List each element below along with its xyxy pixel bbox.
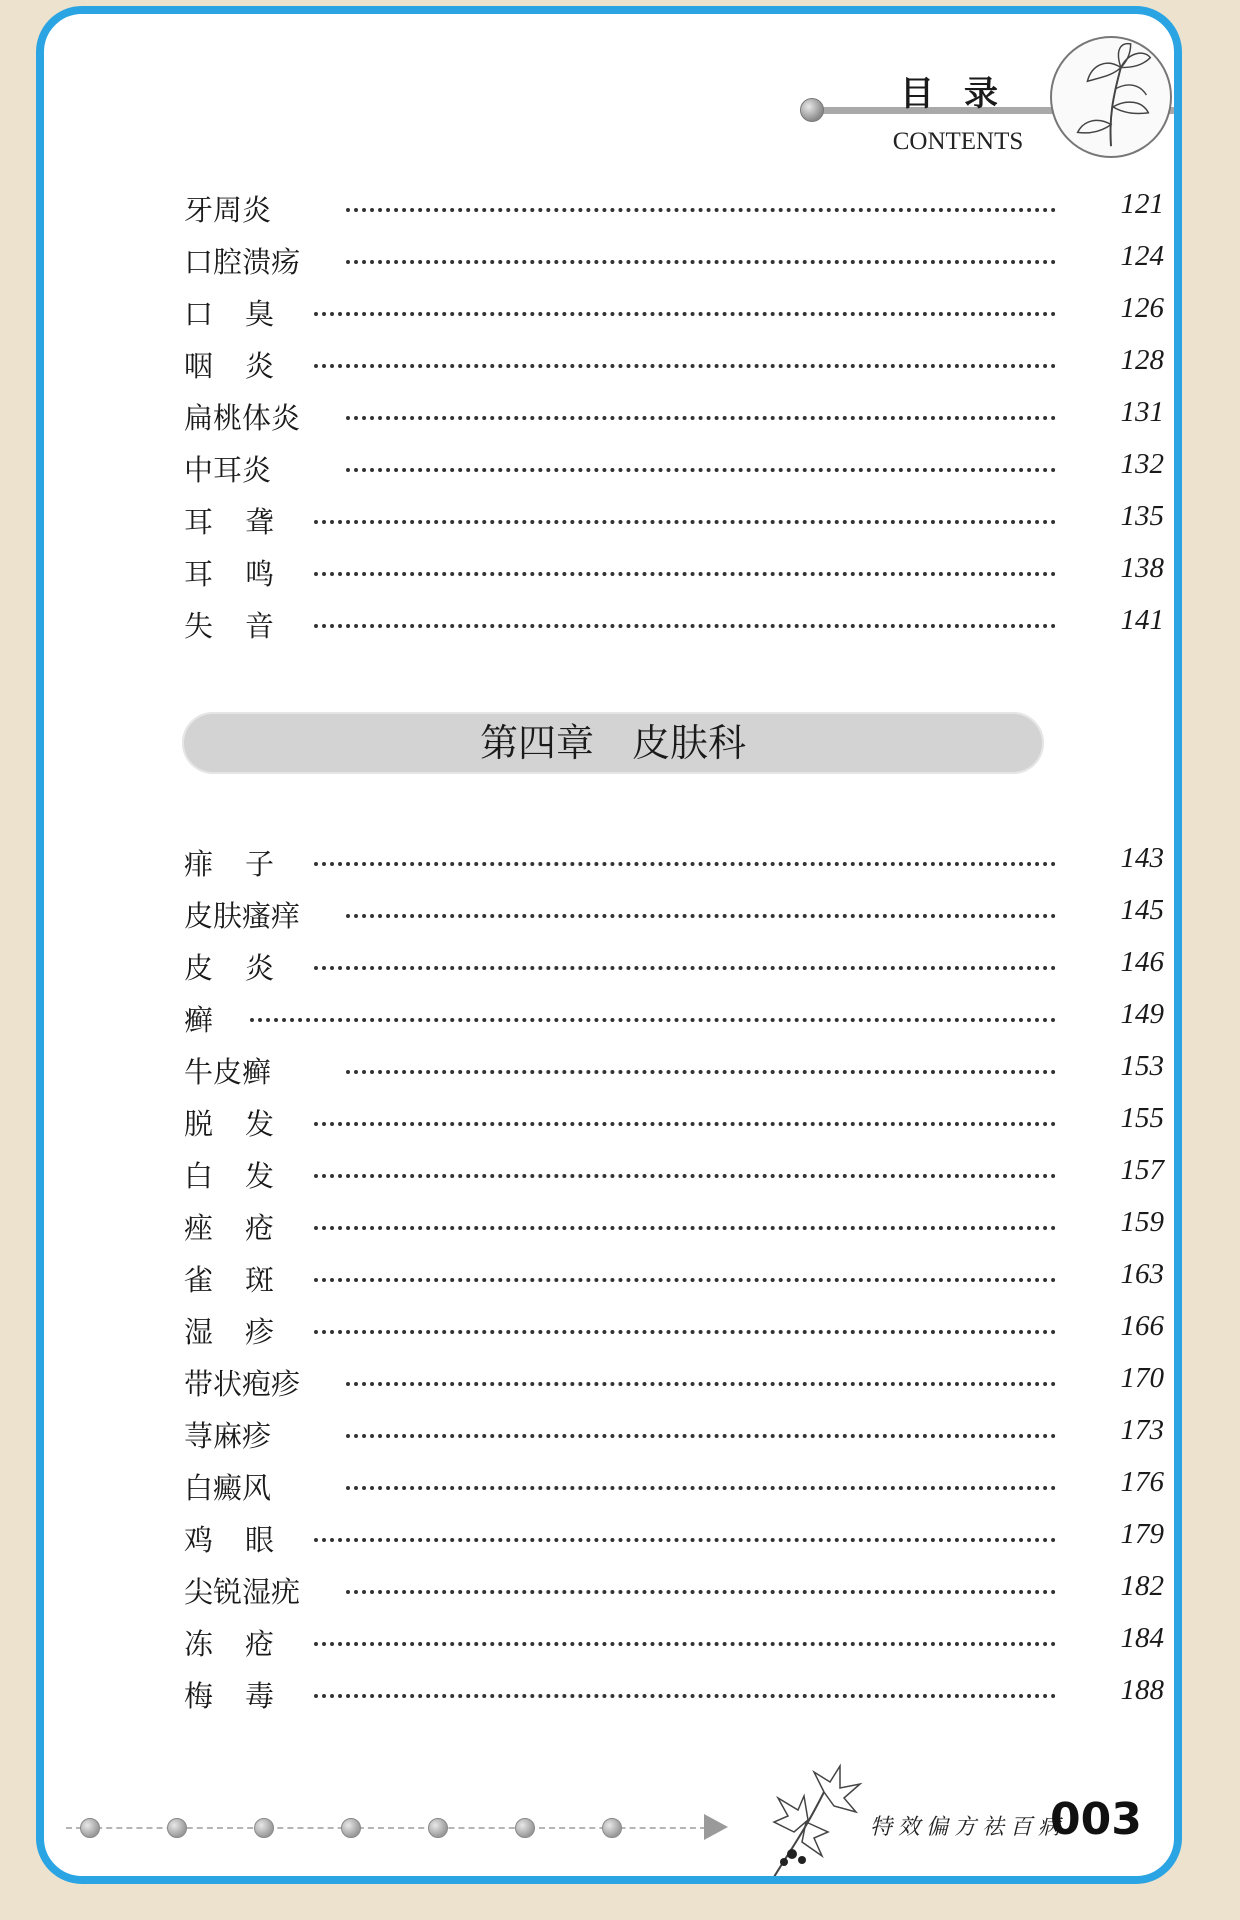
- list-item[interactable]: [184, 1618, 1164, 1670]
- list-item[interactable]: [184, 1150, 1164, 1202]
- toc-page: 145: [1120, 894, 1164, 926]
- toc-page: 141: [1120, 604, 1164, 636]
- dot-leader: [250, 1018, 1056, 1022]
- toc-page: 149: [1120, 998, 1164, 1030]
- toc-page: 188: [1120, 1674, 1164, 1706]
- toc-page: 157: [1120, 1154, 1164, 1186]
- list-item[interactable]: [184, 600, 1164, 652]
- toc-label: 白癜风: [184, 1466, 279, 1507]
- dot-leader: [314, 1278, 1056, 1282]
- toc-label: 皮肤瘙痒: [184, 894, 308, 935]
- dot-leader: [346, 914, 1056, 918]
- toc-top-list: [184, 184, 1164, 652]
- toc-page: 163: [1120, 1258, 1164, 1290]
- list-item[interactable]: [184, 1098, 1164, 1150]
- toc-page: 153: [1120, 1050, 1164, 1082]
- list-item[interactable]: [184, 184, 1164, 236]
- list-item[interactable]: [184, 1202, 1164, 1254]
- dot-leader: [314, 312, 1056, 316]
- series-title: 特效偏方祛百病: [870, 1815, 1067, 1840]
- dot-leader: [314, 572, 1056, 576]
- footer-bullet: [80, 1818, 100, 1838]
- dot-leader: [314, 966, 1056, 970]
- page-frame: [36, 6, 1182, 1884]
- list-item[interactable]: [184, 340, 1164, 392]
- dot-leader: [346, 1070, 1056, 1074]
- dot-leader: [314, 1122, 1056, 1126]
- dot-leader: [346, 260, 1056, 264]
- toc-bottom-list: [184, 838, 1164, 1722]
- toc-page: 179: [1120, 1518, 1164, 1550]
- footer-bullet: [602, 1818, 622, 1838]
- dot-leader: [314, 624, 1056, 628]
- dot-leader: [314, 1226, 1056, 1230]
- page-title: 目录: [900, 74, 1028, 114]
- dot-leader: [346, 208, 1056, 212]
- toc-label: 湿疹: [184, 1310, 314, 1351]
- dot-leader: [346, 1382, 1056, 1386]
- list-item[interactable]: [184, 236, 1164, 288]
- list-item[interactable]: [184, 1358, 1164, 1410]
- toc-page: 138: [1120, 552, 1164, 584]
- toc-label: 耳聋: [184, 500, 314, 541]
- toc-page: 128: [1120, 344, 1164, 376]
- toc-page: 131: [1120, 396, 1164, 428]
- lily-flower-icon: [1050, 36, 1172, 158]
- list-item[interactable]: [184, 994, 1164, 1046]
- dot-leader: [346, 468, 1056, 472]
- toc-page: 146: [1120, 946, 1164, 978]
- page-number: 003: [1050, 1794, 1142, 1845]
- list-item[interactable]: [184, 890, 1164, 942]
- list-item[interactable]: [184, 1410, 1164, 1462]
- dot-leader: [314, 1174, 1056, 1178]
- toc-page: 170: [1120, 1362, 1164, 1394]
- toc-label: 梅毒: [184, 1674, 314, 1715]
- toc-label: 白发: [184, 1154, 314, 1195]
- list-item[interactable]: [184, 1514, 1164, 1566]
- footer-bullet: [515, 1818, 535, 1838]
- toc-label: 牛皮癣: [184, 1050, 279, 1091]
- chapter-heading: 第四章 皮肤科: [182, 712, 1044, 774]
- toc-page: 182: [1120, 1570, 1164, 1602]
- toc-label: 痤疮: [184, 1206, 314, 1247]
- toc-page: 143: [1120, 842, 1164, 874]
- toc-label: 癣: [184, 998, 221, 1039]
- toc-page: 184: [1120, 1622, 1164, 1654]
- list-item[interactable]: [184, 838, 1164, 890]
- dot-leader: [346, 1486, 1056, 1490]
- dot-leader: [346, 1590, 1056, 1594]
- footer-bullet: [167, 1818, 187, 1838]
- page-subtitle: CONTENTS: [892, 128, 1024, 155]
- toc-page: 155: [1120, 1102, 1164, 1134]
- footer-bullet: [254, 1818, 274, 1838]
- toc-label: 失音: [184, 604, 314, 645]
- toc-label: 口腔溃疡: [184, 240, 308, 281]
- toc-label: 扁桃体炎: [184, 396, 308, 437]
- toc-label: 带状疱疹: [184, 1362, 308, 1403]
- dot-leader: [314, 364, 1056, 368]
- list-item[interactable]: [184, 1254, 1164, 1306]
- toc-page: 121: [1120, 188, 1164, 220]
- toc-label: 口臭: [184, 292, 314, 333]
- toc-page: 124: [1120, 240, 1164, 272]
- dot-leader: [314, 1694, 1056, 1698]
- list-item[interactable]: [184, 1670, 1164, 1722]
- dot-leader: [314, 862, 1056, 866]
- list-item[interactable]: [184, 548, 1164, 600]
- arrow-right-icon: [704, 1814, 728, 1840]
- toc-label: 荨麻疹: [184, 1414, 279, 1455]
- list-item[interactable]: [184, 392, 1164, 444]
- toc-page: 132: [1120, 448, 1164, 480]
- list-item[interactable]: [184, 1462, 1164, 1514]
- list-item[interactable]: [184, 496, 1164, 548]
- toc-label: 鸡眼: [184, 1518, 314, 1559]
- toc-page: 126: [1120, 292, 1164, 324]
- footer-bullet: [341, 1818, 361, 1838]
- header-bullet: [800, 98, 824, 122]
- list-item[interactable]: [184, 1046, 1164, 1098]
- footer-bullet: [428, 1818, 448, 1838]
- dot-leader: [314, 1538, 1056, 1542]
- list-item[interactable]: [184, 444, 1164, 496]
- dot-leader: [314, 1642, 1056, 1646]
- toc-label: 牙周炎: [184, 188, 279, 229]
- toc-label: 脱发: [184, 1102, 314, 1143]
- toc-label: 痱子: [184, 842, 314, 883]
- toc-label: 咽炎: [184, 344, 314, 385]
- list-item[interactable]: [184, 1306, 1164, 1358]
- dot-leader: [346, 1434, 1056, 1438]
- flower-branch-icon: [744, 1762, 864, 1882]
- toc-page: 159: [1120, 1206, 1164, 1238]
- toc-label: 雀斑: [184, 1258, 314, 1299]
- toc-label: 尖锐湿疣: [184, 1570, 308, 1611]
- toc-label: 中耳炎: [184, 448, 279, 489]
- toc-label: 冻疮: [184, 1622, 314, 1663]
- list-item[interactable]: [184, 288, 1164, 340]
- toc-page: 166: [1120, 1310, 1164, 1342]
- list-item[interactable]: [184, 942, 1164, 994]
- toc-page: 173: [1120, 1414, 1164, 1446]
- toc-page: 135: [1120, 500, 1164, 532]
- toc-label: 皮炎: [184, 946, 314, 987]
- dot-leader: [314, 1330, 1056, 1334]
- dot-leader: [346, 416, 1056, 420]
- list-item[interactable]: [184, 1566, 1164, 1618]
- toc-page: 176: [1120, 1466, 1164, 1498]
- toc-label: 耳鸣: [184, 552, 314, 593]
- dot-leader: [314, 520, 1056, 524]
